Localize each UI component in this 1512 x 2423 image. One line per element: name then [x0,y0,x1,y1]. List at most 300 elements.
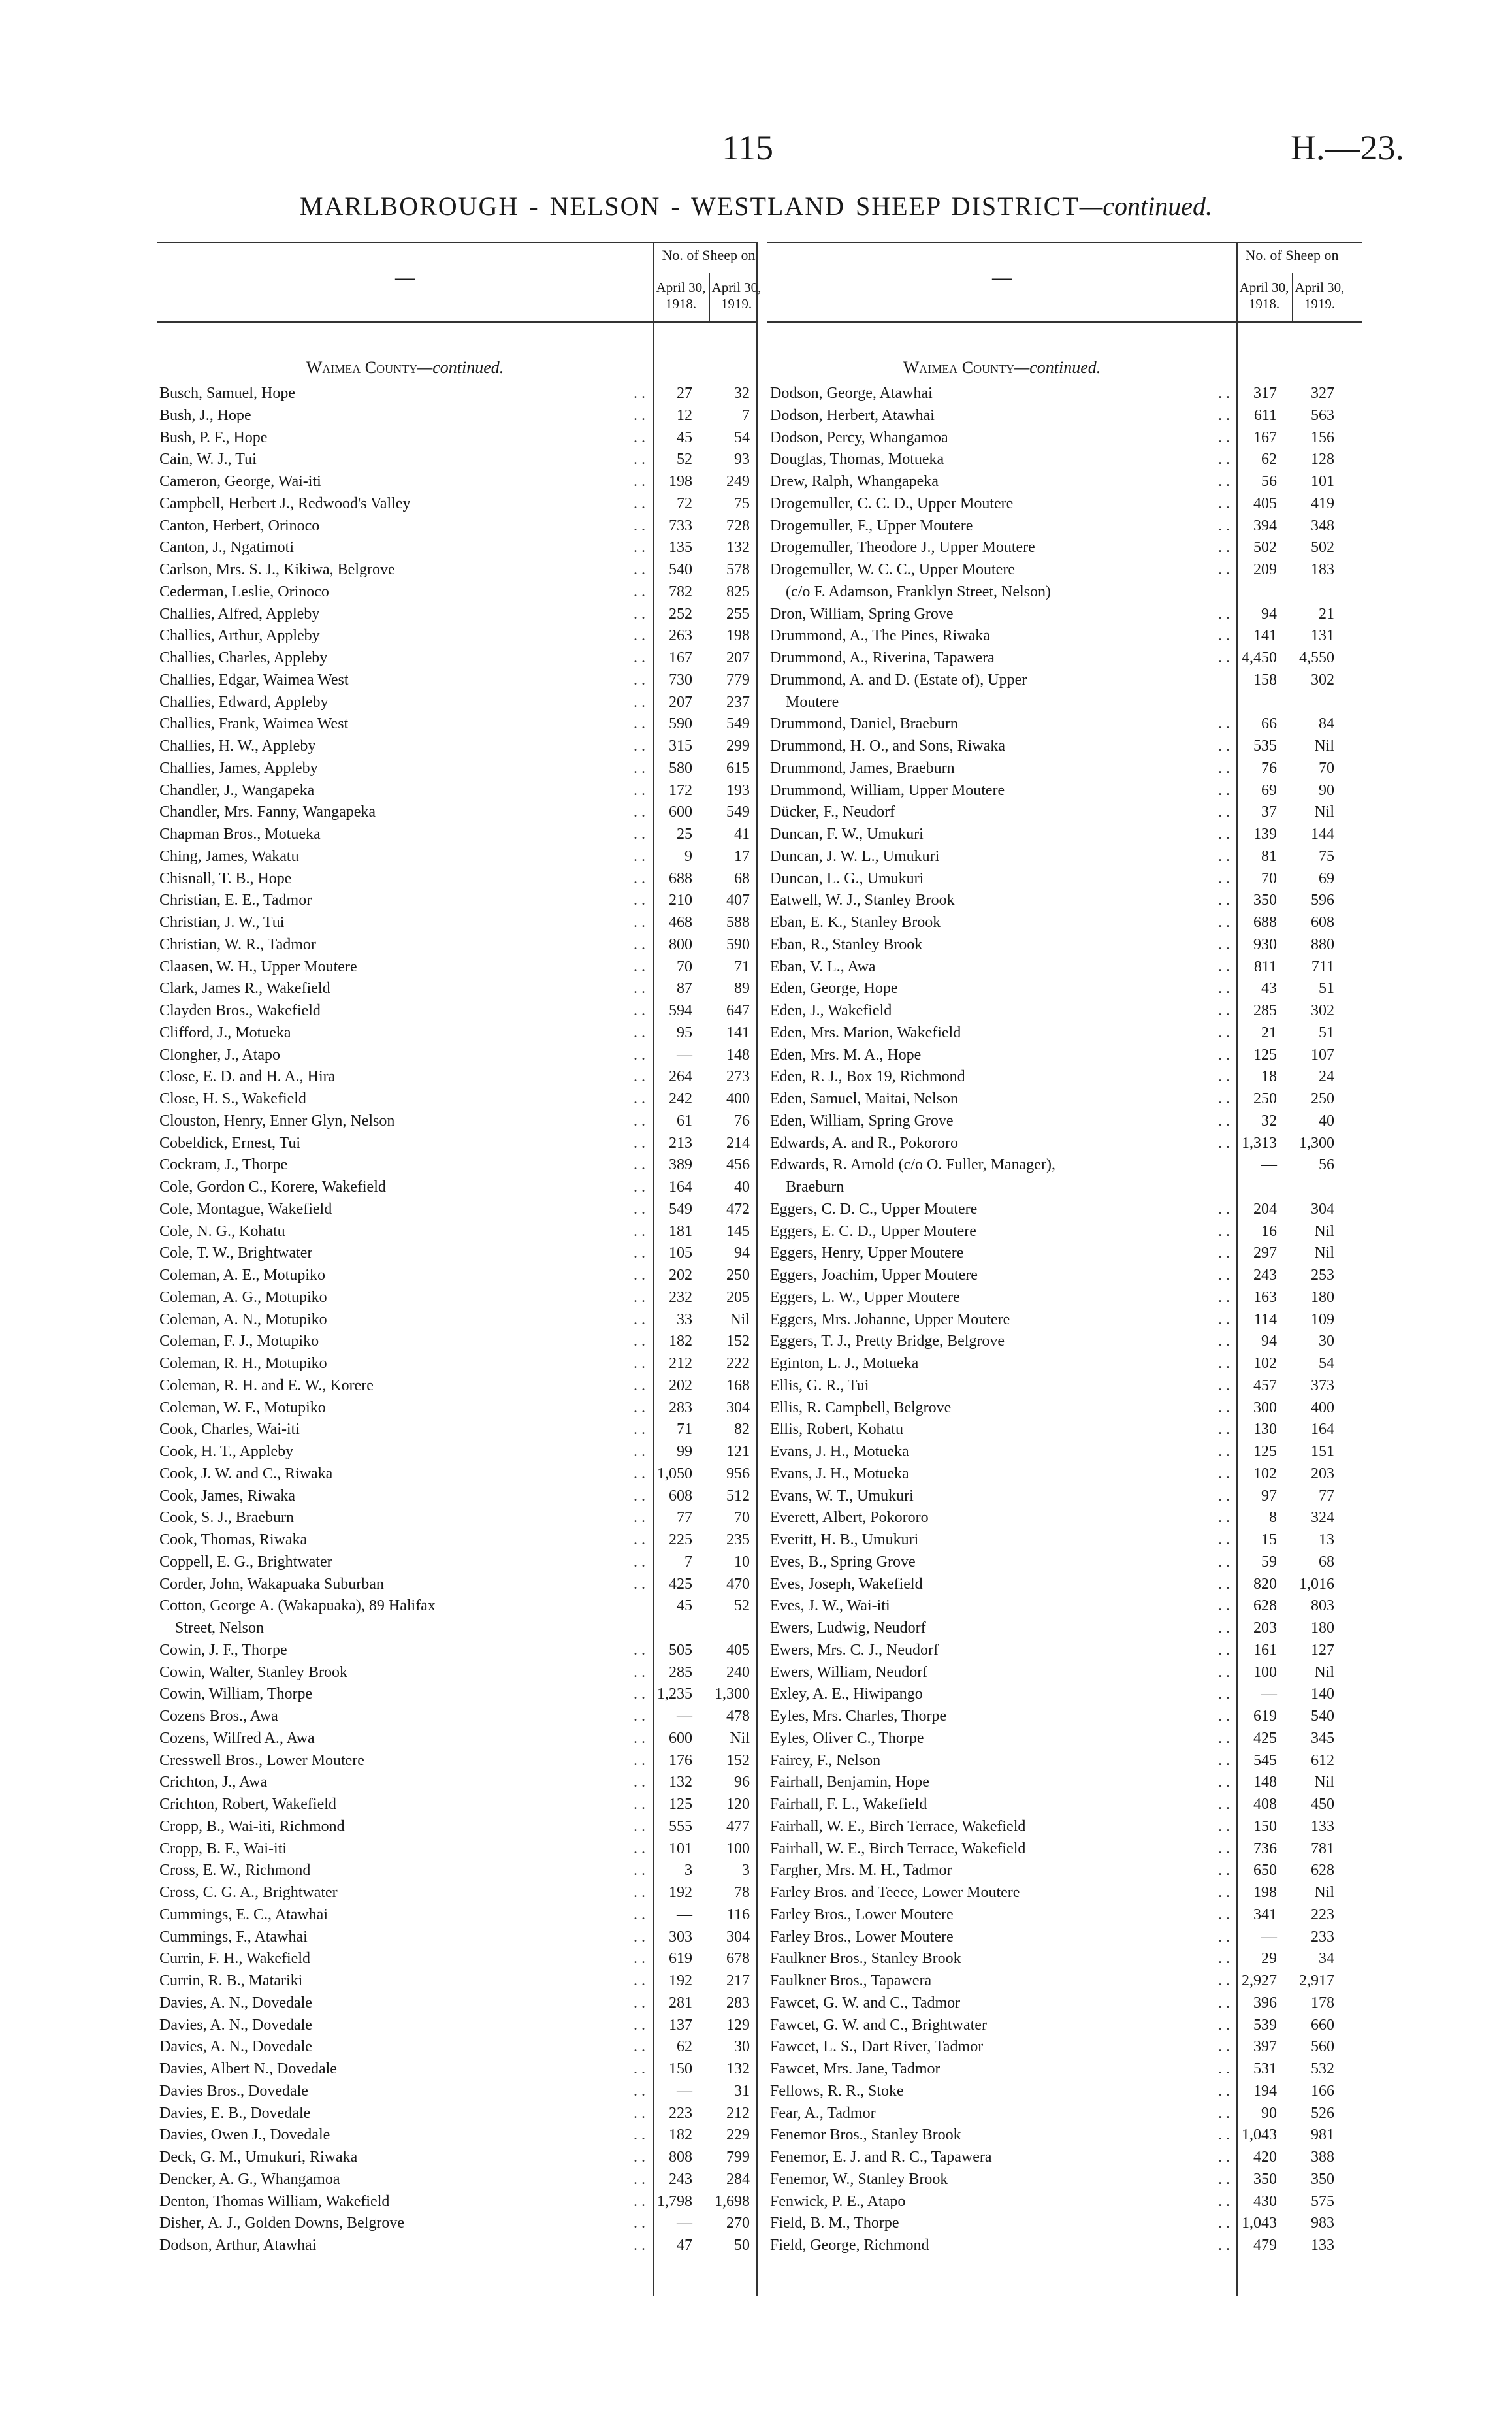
sheep-count-1918: — [677,2082,692,2100]
leader-dots: .. [1218,1751,1234,1769]
leader-dots: .. [1218,1090,1234,1107]
sheep-count-1919: 2,917 [1299,1972,1334,1989]
leader-dots: .. [1218,1376,1234,1394]
sheep-count-1919: Nil [1314,804,1334,821]
table-row [157,1417,758,1439]
sheep-count-1919: 781 [1311,1840,1334,1857]
owner-name: Christian, J. W., Tui [159,914,285,931]
sheep-count-1919: 388 [1311,2149,1334,2166]
table-row [767,1593,1362,1616]
owner-name: Drummond, H. O., and Sons, Riwaka [770,738,1005,755]
table-row [157,1726,758,1748]
sheep-count-1918: 18 [1261,1068,1277,1086]
table-row [767,1064,1362,1086]
sheep-count-1918: 430 [1253,2192,1277,2210]
owner-name: Drummond, A. and D. (Estate of), Upper [770,671,1027,689]
leader-dots: .. [1218,1267,1234,1284]
table-row [157,1836,758,1859]
table-row [767,1682,1362,1704]
sheep-count-1918: 148 [1253,1774,1277,1791]
sheep-count-1919: 56 [1319,1156,1334,1174]
sheep-count-1919: 68 [1319,1553,1334,1570]
sheep-count-1918: 209 [1253,561,1277,578]
sheep-count-1919: 235 [726,1531,750,1548]
table-row [157,1968,758,1991]
leader-dots: .. [1218,1134,1234,1152]
owner-name: Dodson, Herbert, Atawhai [770,406,935,424]
sheep-count-1918: 808 [669,2149,692,2166]
sheep-count-1919: 283 [726,1994,750,2011]
table-row [767,1461,1362,1484]
table-row [767,1836,1362,1859]
table-row [767,1020,1362,1043]
owner-name: Fairhall, W. E., Birch Terrace, Wakefield [770,1817,1026,1835]
sheep-count-1919: 78 [734,1884,750,1901]
sheep-count-1919: 212 [726,2104,750,2122]
sheep-count-1919: 168 [726,1376,750,1394]
sheep-count-1919: 229 [726,2126,750,2144]
sheep-count-1919: 803 [1311,1597,1334,1615]
sheep-count-1919: 578 [726,561,750,578]
table-row [767,1417,1362,1439]
sheep-count-1919: 560 [1311,2038,1334,2056]
sheep-count-1918: 4,450 [1242,649,1277,666]
leader-dots: .. [1218,2215,1234,2232]
table-row [157,2013,758,2035]
sheep-count-1918: 204 [1253,1200,1277,1218]
sheep-count-1919: 348 [1311,517,1334,534]
leader-dots: .. [634,2215,649,2232]
owner-name: Bush, J., Hope [159,406,251,424]
sheep-count-1918: 100 [1253,1663,1277,1681]
sheep-count-1919: 183 [1311,561,1334,578]
table-row [767,734,1362,756]
owner-name: Ewers, Mrs. C. J., Neudorf [770,1641,939,1659]
sheep-count-1918: 70 [677,958,692,975]
leader-dots: .. [634,826,649,843]
sheep-count-1919: 1,016 [1299,1575,1334,1593]
page-title-text: MARLBOROUGH - NELSON - WESTLAND SHEEP DISTRICT [299,191,1080,221]
owner-name: Cockram, J., Thorpe [159,1156,288,1174]
leader-dots: .. [1218,1906,1234,1923]
owner-name: Dodson, George, Atawhai [770,385,933,402]
name-column-header: — [992,267,1012,288]
owner-name: Everett, Albert, Pokororo [770,1509,929,1527]
owner-name: Drummond, William, Upper Moutere [770,781,1005,799]
owner-name: Challies, H. W., Appleby [159,738,316,755]
leader-dots: .. [1218,605,1234,623]
sheep-count-1919: 133 [1311,1817,1334,1835]
sheep-count-1918: 167 [1253,429,1277,446]
leader-dots: .. [1218,1972,1234,1989]
sheep-count-1918: 69 [1261,781,1277,799]
table-row [767,844,1362,866]
table-row [157,1991,758,2013]
sheep-count-1919: 77 [1319,1487,1334,1504]
page-number: 115 [722,128,773,167]
owner-name: Cain, W. J., Tui [159,451,257,468]
sheep-count-1919: Nil [730,1310,750,1328]
table-row [767,1880,1362,1902]
leader-dots: .. [1218,1597,1234,1615]
sheep-count-1918: 1,043 [1242,2126,1277,2144]
leader-dots: .. [1218,1421,1234,1439]
table-row [767,778,1362,800]
leader-dots: .. [634,605,649,623]
table-row [157,954,758,977]
owner-name: Eyles, Mrs. Charles, Thorpe [770,1708,947,1725]
sheep-count-1918: — [1261,1685,1277,1703]
table-row [767,1527,1362,1550]
sheep-count-1919: 140 [1311,1685,1334,1703]
sheep-count-1919: 68 [734,870,750,887]
sheep-count-1919: 51 [1319,980,1334,998]
sheep-count-1918: 600 [669,804,692,821]
sheep-count-1918: 9 [684,847,692,865]
sheep-count-1918: 2,927 [1242,1972,1277,1989]
leader-dots: .. [1218,429,1234,446]
table-row [767,1616,1362,1638]
table-row [767,2079,1362,2101]
sheep-count-1918: 81 [1261,847,1277,865]
table-row [157,2034,758,2057]
table-row [767,1439,1362,1461]
sheep-count-1918: 45 [677,429,692,446]
sheep-count-1919: 588 [726,914,750,931]
owner-name: Cummings, F., Atawhai [159,1928,308,1945]
table-row [157,1263,758,1285]
table-row [157,425,758,447]
owner-name: Faulkner Bros., Stanley Brook [770,1950,961,1968]
leader-dots: .. [634,1862,649,1879]
owner-name: Drummond, Daniel, Braeburn [770,715,958,733]
owner-name: Ewers, Ludwig, Neudorf [770,1619,926,1636]
sheep-count-1918: 202 [669,1267,692,1284]
table-row [157,469,758,491]
owner-name: Deck, G. M., Umukuri, Riwaka [159,2149,358,2166]
leader-dots: .. [634,892,649,909]
table-row [767,1219,1362,1241]
table-row [157,602,758,624]
owner-name: Disher, A. J., Golden Downs, Belgrove [159,2215,404,2232]
sheep-count-1919: Nil [1314,1244,1334,1262]
leader-dots: .. [634,583,649,600]
table-row [767,1351,1362,1373]
sheep-count-1918: 161 [1253,1641,1277,1659]
table-row [157,403,758,425]
owner-name: Fenemor, W., Stanley Brook [770,2170,948,2188]
leader-dots: .. [1218,1509,1234,1527]
sheep-count-1918: 505 [669,1641,692,1659]
owner-name: Davies, Owen J., Dovedale [159,2126,330,2144]
leader-dots: .. [634,738,649,755]
sheep-count-1919: 407 [726,892,750,909]
leader-dots: .. [1218,2170,1234,2188]
owner-name-continued: Street, Nelson [175,1619,264,1636]
leader-dots: .. [1218,958,1234,975]
table-row [157,1660,758,1682]
owner-name: Christian, E. E., Tadmor [159,892,312,909]
leader-dots: .. [1218,1046,1234,1064]
sheep-count-1919: 116 [726,1906,750,1923]
table-row [157,2122,758,2145]
table-row [157,1152,758,1175]
table-row [767,1704,1362,1726]
sheep-count-1918: 70 [1261,870,1277,887]
leader-dots: .. [634,1553,649,1570]
table-row [767,2122,1362,2145]
leader-dots: .. [634,1222,649,1240]
county-heading [157,358,653,378]
sheep-count-1918: 97 [1261,1487,1277,1504]
sheep-table-left [157,242,762,2296]
sheep-count-1919: 70 [1319,759,1334,777]
sheep-count-1919: 549 [726,715,750,733]
sheep-table-right [767,242,1362,2296]
leader-dots: .. [1218,2192,1234,2210]
sheep-count-1918: 61 [677,1112,692,1130]
sheep-count-1919: 217 [726,1972,750,1989]
table-row [767,822,1362,844]
owner-name: Fellows, R. R., Stoke [770,2082,904,2100]
table-row [157,932,758,954]
sheep-count-1919: 660 [1311,2016,1334,2034]
leader-dots: .. [634,1840,649,1857]
owner-name: Challies, Alfred, Appleby [159,605,320,623]
leader-dots: .. [634,1156,649,1174]
sheep-count-1918: 285 [1253,1002,1277,1019]
owner-name: Eggers, Henry, Upper Moutere [770,1244,964,1262]
owner-name: Coleman, A. E., Motupiko [159,1267,325,1284]
owner-name: Fenemor Bros., Stanley Brook [770,2126,961,2144]
table-row [157,1043,758,1065]
table-row [767,1968,1362,1991]
leader-dots: .. [1218,738,1234,755]
table-row [157,888,758,910]
leader-dots: .. [634,627,649,645]
leader-dots: .. [634,2082,649,2100]
sheep-count-1919: 41 [734,826,750,843]
table-row [767,1043,1362,1065]
leader-dots: .. [1218,759,1234,777]
owner-name: Challies, Arthur, Appleby [159,627,320,645]
owner-name: Eggers, Joachim, Upper Moutere [770,1267,978,1284]
table-row [767,645,1362,668]
owner-name: Dücker, F., Neudorf [770,804,895,821]
owner-name: Davies, A. N., Dovedale [159,2016,312,2034]
sheep-count-1918: 1,043 [1242,2215,1277,2232]
table-row [767,1197,1362,1219]
county-name: Waimea County [306,358,418,377]
sheep-count-1919: 615 [726,759,750,777]
leader-dots: .. [1218,517,1234,534]
sheep-count-1919: Nil [1314,1774,1334,1791]
sheep-count-1919: 825 [726,583,750,600]
sheep-count-1918: 194 [1253,2082,1277,2100]
table-row [767,447,1362,469]
leader-dots: .. [1218,980,1234,998]
table-row [767,1991,1362,2013]
sheep-count-1919: 983 [1311,2215,1334,2232]
owner-name: Cropp, B. F., Wai-iti [159,1840,287,1857]
sheep-count-1918: 300 [1253,1399,1277,1416]
page-reference: H.—23. [1291,128,1404,167]
owner-name: Christian, W. R., Tadmor [159,935,316,953]
owner-name: Cook, James, Riwaka [159,1487,295,1504]
leader-dots: .. [1218,1774,1234,1791]
sheep-count-1919: 144 [1311,826,1334,843]
table-row [157,1439,758,1461]
sheep-count-header: No. of Sheep on [662,247,756,263]
sheep-count-1919: 222 [726,1355,750,1372]
sheep-count-1918: 12 [677,406,692,424]
sheep-count-1919: 71 [734,958,750,975]
owner-name: Eggers, T. J., Pretty Bridge, Belgrove [770,1333,1005,1350]
sheep-count-1919: 180 [1311,1288,1334,1306]
owner-name: Claasen, W. H., Upper Moutere [159,958,357,975]
owner-name: Canton, J., Ngatimoti [159,539,294,557]
sheep-count-1918: 198 [1253,1884,1277,1901]
owner-name: Chandler, Mrs. Fanny, Wangapeka [159,804,376,821]
sheep-count-1919: 75 [734,495,750,512]
leader-dots: .. [1218,892,1234,909]
leader-dots: .. [1218,1663,1234,1681]
owner-name: Cameron, George, Wai-iti [159,473,321,490]
owner-name: Cole, T. W., Brightwater [159,1244,313,1262]
leader-dots: .. [634,1068,649,1086]
sheep-count-1919: 127 [1311,1641,1334,1659]
sheep-count-1918: 202 [669,1376,692,1394]
sheep-count-1918: — [677,1906,692,1923]
owner-name: Carlson, Mrs. S. J., Kikiwa, Belgrove [159,561,395,578]
owner-name: Cozens, Wilfred A., Awa [159,1729,315,1747]
sheep-count-1918: — [1261,1928,1277,1945]
sheep-count-1918: 150 [1253,1817,1277,1835]
sheep-count-1918: 207 [669,693,692,711]
sheep-count-1919: 512 [726,1487,750,1504]
sheep-count-1918: 47 [677,2237,692,2254]
column-header-1918: April 30, 1918. [656,280,706,312]
owner-name: Eggers, E. C. D., Upper Moutere [770,1222,976,1240]
leader-dots: .. [634,2016,649,2034]
sheep-count-1919: 799 [726,2149,750,2166]
sheep-count-1918: 420 [1253,2149,1277,2166]
sheep-count-1918: 223 [669,2104,692,2122]
sheep-count-1919: 107 [1311,1046,1334,1064]
owner-name: Eginton, L. J., Motueka [770,1355,919,1372]
leader-dots: .. [1218,715,1234,733]
leader-dots: .. [1218,1994,1234,2011]
owner-name: Clongher, J., Atapo [159,1046,281,1064]
owner-name: Cook, Thomas, Riwaka [159,1531,308,1548]
leader-dots: .. [1218,935,1234,953]
sheep-count-1918: 782 [669,583,692,600]
leader-dots: .. [1218,1288,1234,1306]
sheep-count-1919: 7 [742,406,750,424]
sheep-count-1918: 87 [677,980,692,998]
sheep-count-1918: 811 [1253,958,1277,975]
owner-name: Corder, John, Wakapuaka Suburban [159,1575,384,1593]
sheep-count-1919: 101 [1311,473,1334,490]
leader-dots: .. [634,1774,649,1791]
name-column-header: — [395,267,415,288]
sheep-count-1919: 563 [1311,406,1334,424]
sheep-count-1919: 69 [1319,870,1334,887]
sheep-count-1919: 470 [726,1575,750,1593]
table-row [157,1131,758,1153]
owner-name: Eggers, C. D. C., Upper Moutere [770,1200,978,1218]
leader-dots: .. [634,1928,649,1945]
owner-name: Davies, A. N., Dovedale [159,2038,312,2056]
leader-dots: .. [634,2126,649,2144]
leader-dots: .. [1218,649,1234,666]
sheep-count-1918: — [677,1708,692,1725]
owner-name: Cederman, Leslie, Orinoco [159,583,329,600]
owner-name: Dencker, A. G., Whangamoa [159,2170,340,2188]
sheep-count-1919: 145 [726,1222,750,1240]
owner-name: Challies, James, Appleby [159,759,318,777]
sheep-count-1918: 213 [669,1134,692,1152]
sheep-count-1919: 148 [726,1046,750,1064]
owner-name: Cowin, J. F., Thorpe [159,1641,287,1659]
table-row [767,1946,1362,1968]
table-row [157,2167,758,2189]
table-row [767,1858,1362,1880]
sheep-count-1918: 21 [1261,1024,1277,1041]
sheep-count-1919: 100 [726,1840,750,1857]
sheep-count-1918: 71 [677,1421,692,1439]
owner-name: Duncan, J. W. L., Umukuri [770,847,940,865]
leader-dots: .. [1218,1112,1234,1130]
leader-dots: .. [634,958,649,975]
leader-dots: .. [1218,870,1234,887]
owner-name: Close, H. S., Wakefield [159,1090,306,1107]
table-row [767,866,1362,888]
owner-name: Fenemor, E. J. and R. C., Tapawera [770,2149,992,2166]
sheep-count-1919: 477 [726,1817,750,1835]
owner-name-continued: Moutere [786,693,839,711]
sheep-count-1918: 580 [669,759,692,777]
sheep-count-1919: 94 [734,1244,750,1262]
sheep-count-1918: 502 [1253,539,1277,557]
owner-name: Dron, William, Spring Grove [770,605,954,623]
table-row [157,1527,758,1550]
sheep-count-1918: 232 [669,1288,692,1306]
sheep-count-1919: 17 [734,847,750,865]
sheep-count-1918: 176 [669,1751,692,1769]
leader-dots: .. [1218,1200,1234,1218]
owner-name: Campbell, Herbert J., Redwood's Valley [159,495,411,512]
sheep-count-1918: 163 [1253,1288,1277,1306]
leader-dots: .. [634,1994,649,2011]
sheep-count-1918: 15 [1261,1531,1277,1548]
leader-dots: .. [634,693,649,711]
owner-name: Cole, N. G., Kohatu [159,1222,285,1240]
leader-dots: .. [1218,1443,1234,1460]
leader-dots: .. [1218,1619,1234,1636]
leader-dots: .. [1218,1840,1234,1857]
sheep-count-1918: 59 [1261,1553,1277,1570]
owner-name: Dodson, Arthur, Atawhai [159,2237,317,2254]
owner-name: Ellis, G. R., Tui [770,1376,869,1394]
owner-name: Fawcet, G. W. and C., Tadmor [770,1994,961,2011]
sheep-count-1919: 273 [726,1068,750,1086]
table-row [767,557,1362,602]
owner-name: Clifford, J., Motueka [159,1024,291,1041]
sheep-count-1918: 182 [669,1333,692,1350]
owner-name: Farley Bros. and Teece, Lower Moutere [770,1884,1020,1901]
leader-dots: .. [634,1399,649,1416]
